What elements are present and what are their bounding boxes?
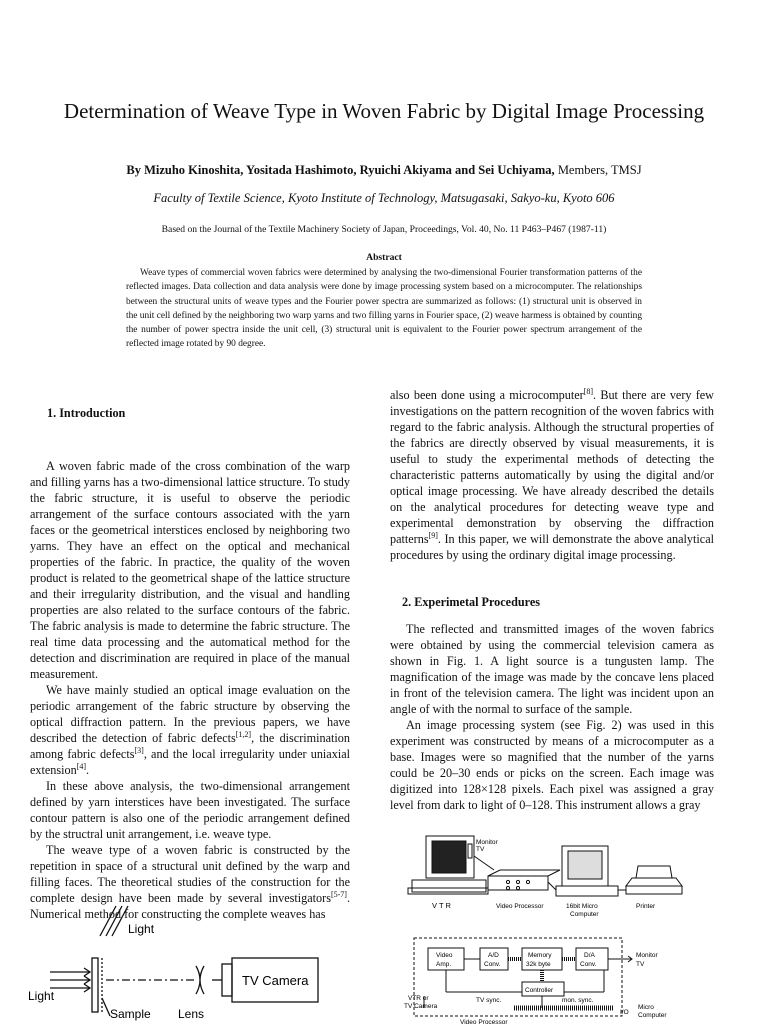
label-io: I/O (620, 1009, 629, 1016)
author-membership: Members, TMSJ (554, 163, 642, 177)
citation: [5-7] (330, 889, 347, 899)
paragraph: In these above analysis, the two-dimensional arrangement defined by yarn interstices have been investigated. The surface contour pattern is also one of the periodic arrangement defined by the structral unit arrangement, i.e. weave type. (30, 779, 350, 841)
label-controller: Controller (525, 987, 554, 994)
paragraph-text: , the discrimination among fabric defects (30, 731, 350, 761)
lens-shape (196, 966, 204, 994)
label-micro-2: Computer (570, 911, 599, 918)
label-amp: Amp. (436, 961, 452, 968)
label-mon-sync: mon. sync. (562, 997, 594, 1004)
label-monitor-out: Monitor (636, 952, 658, 959)
citation: [3] (134, 745, 144, 755)
video-processor-drawing (488, 876, 548, 890)
paragraph: An image processing system (see Fig. 2) was used in this experiment was constructed by means of a microcomputer as a base. Images were so magnified that the number of the yarns could be 20–30 ends or picks on the screen. Each image was digitized into 128×128 pixels. Each pixel was assigned a gray level from dark to light of 0–128. This instrument allows a gray (390, 718, 714, 812)
label-da: D/A (584, 952, 595, 959)
printer-drawing (626, 878, 682, 886)
author-names: By Mizuho Kinoshita, Yositada Hashimoto, Ryuichi Akiyama and Sei Uchiyama, (126, 163, 555, 177)
section-heading-introduction: 1. Introduction (47, 406, 126, 420)
label-light-left: Light (28, 989, 55, 1003)
abstract-text: Weave types of commercial woven fabrics were determined by analysing the two-dimensional Fourier transformation patterns of the reflected images. Data collection and data analysis were done by image processing system based on a microcomputer. The relationships between the structural units of weave types and the Fourier power spectra are summarized as follows: (1) structural unit is observed in the unit cell defined by the neighboring two warp yarns and two filling yarns in Fourier space, (2) weave harmess is obtained by counting the number of power spectra inside the unit cell, (3) structural unit is equivalent to the Fourier power spectrum arrangement of the reflected image rotated by 90 degree. (126, 268, 643, 350)
paragraph-text: . (86, 763, 90, 777)
label-vtr: V T R (432, 901, 451, 910)
citation: [9] (428, 530, 438, 540)
paragraph (390, 387, 714, 563)
label-micro: Micro (638, 1004, 654, 1011)
camera-lens-barrel (222, 964, 232, 996)
label-monitor-tv: TV (476, 846, 485, 853)
label-memory-size: 32k byte (526, 961, 551, 968)
monitor-screen (432, 841, 466, 873)
paragraph-text: The weave type of a woven fabric is constructed by the repetition in space of a structural unit defined by the warp and filling faces. The theoretical studies of the construction for the complete design have been made by several investigators (30, 843, 350, 905)
label-vtr-or: VTR or (408, 995, 429, 1002)
label-tv-sync: TV sync. (476, 997, 502, 1004)
paragraph-text: . Numerical method for constructing the complete weaves has (30, 891, 350, 921)
paragraph-text: , and the local irregularity under uniaxial extension (30, 747, 350, 777)
label-ad-conv: Conv. (484, 961, 501, 968)
label-video: Video (436, 952, 453, 959)
paragraph (30, 682, 350, 778)
figure-2-equipment (404, 830, 694, 930)
label-tv-out: TV (636, 961, 645, 968)
paragraph-text: We have mainly studied an optical image evaluation on the periodic arrangement of the fabric structure by observing the optical diffraction pattern. In the previous papers, we have described the detection of fabric defects (30, 683, 350, 745)
paragraph-text: . But there are very few investigations on the pattern recognition of the woven fabrics with regard to the fabric analysis. Although the structural properties of the fabrics are directly observed by visual measurements, it is useful to study the experimental methods of detecting the characteristic patterns automatically by using the digital and/or optical image processing. We have already described the details on the analytical procedures for detecting weave type and experimental demonstration by observing the diffraction patterns (390, 388, 714, 546)
left-column (30, 458, 350, 922)
label-monitor: Monitor (476, 839, 498, 846)
computer-base-drawing (556, 886, 618, 896)
source-note: Based on the Journal of the Textile Machinery Society of Japan, Proceedings, Vol. 40, No. 11 P463–P467 (1987-11) (161, 224, 607, 235)
video-processor-frame (414, 938, 622, 1016)
paragraph-text: . In this paper, we will demonstrate the above analytical procedures by using the ordinary digital image processing. (390, 532, 714, 562)
label-tv-camera-in: TV Camera (404, 1003, 438, 1010)
label-lens: Lens (178, 1007, 205, 1021)
label-da-conv: Conv. (580, 961, 597, 968)
section-heading-procedures: 2. Experimetal Procedures (402, 595, 540, 609)
citation: [8] (583, 386, 594, 396)
paragraph-text: also been done using a microcomputer (390, 388, 584, 402)
label-video-processor-caption: Video Processor (460, 1019, 508, 1024)
label-computer: Computer (638, 1012, 667, 1019)
figure-2-block-diagram (404, 936, 694, 1024)
affiliation: Faculty of Textile Science, Kyoto Institute of Technology, Matsugasaki, Sakyo-ku, Kyoto 606 (153, 191, 615, 205)
label-tv-camera: TV Camera (242, 973, 309, 988)
vtr-drawing (412, 880, 486, 892)
label-printer: Printer (636, 903, 656, 910)
author-line (0, 163, 768, 178)
label-sample: Sample (110, 1007, 151, 1021)
citation: [4] (76, 761, 87, 771)
citation: [1,2] (235, 729, 252, 739)
label-micro-1: 16bit Micro (566, 903, 598, 910)
abstract-heading: Abstract (366, 252, 402, 263)
label-light-top: Light (128, 922, 155, 936)
paper-title: Determination of Weave Type in Woven Fabric by Digital Image Processing (63, 99, 705, 123)
paragraph: A woven fabric made of the cross combination of the warp and filling yarns has a two-dimensional lattice structure. To study the fabric structure, it is useful to observe the periodic arrangement of the surface contours associated with the yarn faces or the geometrical interstices enclosed by neighboring two yarns. They have an effect on the optical and mechanical properties of the fabric. In practice, the quality of the woven product is related to the geometrical shape of the lattice structure and their irregularity distribution, and the visual and handling properties are also related to the surface contours of the fabric. The fabric analysis is made to determine the fabric structure. The real time data processing and the automatical method for the detection and discrimination are required in place of the manual measurement. (30, 459, 350, 681)
label-ad: A/D (488, 952, 499, 959)
label-memory: Memory (528, 952, 552, 959)
label-video-processor: Video Processor (496, 903, 544, 910)
paragraph: The reflected and transmitted images of the woven fabrics were obtained by using the commercial television camera as shown in Fig. 1. A light source is a tungusten lamp. The magnification of the image was made by the concave lens placed in front of the television camera. The light was incident upon an angle of with the normal to surface of the sample. (390, 622, 714, 716)
sample-holder (92, 958, 98, 1012)
figure-1-setup (28, 902, 338, 1024)
